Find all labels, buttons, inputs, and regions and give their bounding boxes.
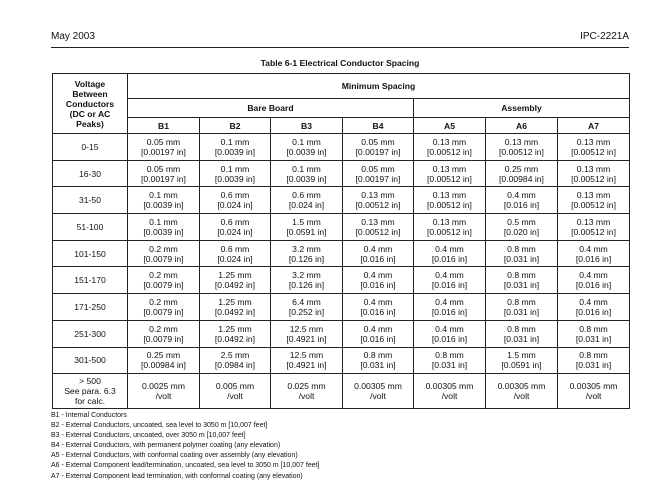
spacing-imperial-value: [0.00512 in] xyxy=(427,200,472,211)
spacing-metric-value: 0.1 mm xyxy=(149,190,178,201)
spacing-cell xyxy=(558,240,630,267)
table-body xyxy=(53,134,630,409)
spacing-imperial-value: [0.016 in] xyxy=(575,280,612,291)
spacing-cell xyxy=(271,320,343,347)
spacing-imperial-value: [0.031 in] xyxy=(360,360,396,371)
spacing-imperial-value: [0.00512 in] xyxy=(355,226,401,237)
spacing-metric-value: 0.05 mm xyxy=(146,136,181,147)
spacing-cell xyxy=(128,320,200,347)
spacing-metric-value: 3.2 mm xyxy=(292,243,321,254)
spacing-cell xyxy=(128,294,200,321)
voltage-range-text: 151-170 xyxy=(74,275,106,286)
spacing-cell xyxy=(486,294,558,321)
bare-board-header: Bare Board xyxy=(128,99,414,118)
spacing-cell xyxy=(343,214,414,241)
spacing-metric-value: 0.4 mm xyxy=(435,270,464,281)
table-row xyxy=(53,294,630,321)
spacing-cell xyxy=(271,240,343,267)
spacing-metric-value: 0.2 mm xyxy=(149,270,178,281)
spacing-cell xyxy=(271,187,343,214)
spacing-cell xyxy=(414,294,486,321)
spacing-metric-value: 6.4 mm xyxy=(292,296,321,307)
spacing-imperial-value: [0.0039 in] xyxy=(286,146,327,157)
spacing-cell xyxy=(128,134,200,161)
spacing-cell xyxy=(343,134,414,161)
spacing-cell xyxy=(271,374,343,409)
table-row xyxy=(53,267,630,294)
spacing-imperial-value: [0.252 in] xyxy=(288,306,325,317)
spacing-imperial-value: /volt xyxy=(441,391,458,402)
spacing-cell xyxy=(200,187,271,214)
column-header-a7: A7 xyxy=(558,118,630,134)
voltage-range-text: 31-50 xyxy=(79,195,101,206)
spacing-imperial-value: [0.0039 in] xyxy=(143,226,184,237)
spacing-cell xyxy=(558,214,630,241)
voltage-range-cell xyxy=(53,267,128,294)
spacing-metric-value: 0.2 mm xyxy=(149,243,178,254)
spacing-metric-value: 0.00305 mm xyxy=(497,381,546,392)
spacing-metric-value: 0.13 mm xyxy=(361,216,395,227)
spacing-imperial-value: [0.016 in] xyxy=(431,333,468,344)
spacing-imperial-value: [0.016 in] xyxy=(503,200,540,211)
spacing-cell xyxy=(200,267,271,294)
spacing-cell xyxy=(558,134,630,161)
spacing-metric-value: 0.13 mm xyxy=(576,136,611,147)
voltage-range-text: 51-100 xyxy=(76,221,104,232)
spacing-metric-value: 0.4 mm xyxy=(363,270,393,281)
spacing-metric-value: 0.8 mm xyxy=(507,270,536,281)
spacing-cell xyxy=(486,160,558,187)
spacing-cell xyxy=(343,374,414,409)
spacing-metric-value: 0.05 mm xyxy=(361,136,395,147)
voltage-range-text: 0-15 xyxy=(81,141,99,152)
spacing-cell xyxy=(128,160,200,187)
spacing-imperial-value: [0.0039 in] xyxy=(143,200,184,211)
spacing-cell xyxy=(414,134,486,161)
spacing-metric-value: 0.1 mm xyxy=(292,163,321,174)
spacing-metric-value: 0.25 mm xyxy=(146,350,181,361)
spacing-metric-value: 12.5 mm xyxy=(289,350,324,361)
voltage-range-text: 301-500 xyxy=(74,355,106,366)
spacing-imperial-value: [0.0492 in] xyxy=(214,280,256,291)
spacing-metric-value: 0.5 mm xyxy=(507,216,536,227)
legend-note: A6 - External Component lead/termination, uncoated, sea level to 3050 m [10,007 feet] xyxy=(51,462,320,470)
spacing-metric-value: 0.13 mm xyxy=(432,136,467,147)
spacing-cell xyxy=(558,347,630,374)
spacing-imperial-value: [0.016 in] xyxy=(431,280,468,291)
voltage-range-cell xyxy=(53,214,128,241)
spacing-imperial-value: [0.031 in] xyxy=(503,280,540,291)
spacing-metric-value: 0.00305 mm xyxy=(354,381,402,392)
spacing-metric-value: 0.13 mm xyxy=(576,216,611,227)
spacing-metric-value: 1.5 mm xyxy=(292,216,321,227)
spacing-imperial-value: [0.00984 in] xyxy=(499,173,544,184)
spacing-metric-value: 0.8 mm xyxy=(507,323,536,334)
spacing-metric-value: 0.6 mm xyxy=(292,190,321,201)
spacing-metric-value: 0.13 mm xyxy=(504,136,539,147)
legend-note: B3 - External Conductors, uncoated, over 3050 m [10,007 feet] xyxy=(51,432,246,440)
spacing-imperial-value: [0.016 in] xyxy=(575,306,612,317)
spacing-metric-value: 0.8 mm xyxy=(363,350,393,361)
spacing-metric-value: 0.2 mm xyxy=(149,296,178,307)
spacing-imperial-value: [0.016 in] xyxy=(431,306,468,317)
spacing-cell xyxy=(558,374,630,409)
spacing-metric-value: 0.05 mm xyxy=(361,163,395,174)
spacing-imperial-value: [0.031 in] xyxy=(503,253,540,264)
spacing-metric-value: 0.8 mm xyxy=(507,243,536,254)
spacing-imperial-value: [0.00512 in] xyxy=(571,200,616,211)
spacing-cell xyxy=(128,187,200,214)
spacing-imperial-value: [0.00197 in] xyxy=(141,173,186,184)
spacing-cell xyxy=(200,134,271,161)
voltage-range-cell xyxy=(53,347,128,374)
column-header-b4: B4 xyxy=(343,118,414,134)
spacing-metric-value: 0.4 mm xyxy=(579,270,608,281)
spacing-imperial-value: [0.0492 in] xyxy=(214,306,256,317)
spacing-cell xyxy=(200,160,271,187)
spacing-cell xyxy=(271,214,343,241)
voltage-range-cell xyxy=(53,240,128,267)
spacing-imperial-value: [0.0079 in] xyxy=(143,253,184,264)
spacing-metric-value: 0.4 mm xyxy=(579,296,608,307)
spacing-cell xyxy=(414,240,486,267)
spacing-cell xyxy=(486,214,558,241)
spacing-metric-value: 0.00305 mm xyxy=(569,381,618,392)
spacing-cell xyxy=(414,214,486,241)
column-header-b3: B3 xyxy=(271,118,343,134)
spacing-imperial-value: [0.00512 in] xyxy=(355,200,401,211)
spacing-cell xyxy=(486,240,558,267)
spacing-metric-value: 1.25 mm xyxy=(218,296,252,307)
legend-note: B2 - External Conductors, uncoated, sea level to 3050 m [10,007 feet] xyxy=(51,422,268,430)
spacing-cell xyxy=(558,320,630,347)
column-header-b1: B1 xyxy=(128,118,200,134)
column-header-a6: A6 xyxy=(486,118,558,134)
table-row xyxy=(53,240,630,267)
spacing-imperial-value: [0.016 in] xyxy=(360,333,396,344)
spacing-metric-value: 0.13 mm xyxy=(576,163,611,174)
spacing-metric-value: 0.6 mm xyxy=(220,216,250,227)
spacing-metric-value: 0.25 mm xyxy=(504,163,539,174)
spacing-metric-value: 0.00305 mm xyxy=(425,381,474,392)
spacing-cell xyxy=(414,187,486,214)
spacing-imperial-value: [0.00512 in] xyxy=(427,146,472,157)
legend-note: A5 - External Conductors, with conformal coating over assembly (any elevation) xyxy=(51,452,298,460)
spacing-imperial-value: [0.0079 in] xyxy=(143,333,184,344)
table-row xyxy=(53,214,630,241)
spacing-metric-value: 0.1 mm xyxy=(292,136,321,147)
spacing-imperial-value: [0.024 in] xyxy=(288,200,325,211)
spacing-metric-value: 1.25 mm xyxy=(218,323,252,334)
spacing-cell xyxy=(271,347,343,374)
voltage-range-text: See para. 6.3 xyxy=(64,386,116,397)
spacing-metric-value: 12.5 mm xyxy=(289,323,324,334)
spacing-metric-value: 2.5 mm xyxy=(220,350,250,361)
spacing-cell xyxy=(414,160,486,187)
voltage-range-cell xyxy=(53,294,128,321)
spacing-imperial-value: [0.031 in] xyxy=(575,360,612,371)
table-title: Table 6-1 Electrical Conductor Spacing xyxy=(260,58,420,68)
spacing-imperial-value: [0.0039 in] xyxy=(214,173,256,184)
table-row xyxy=(53,160,630,187)
legend-note: A7 - External Component lead termination, with conformal coating (any elevation) xyxy=(51,472,303,480)
spacing-cell xyxy=(128,240,200,267)
spacing-metric-value: 0.4 mm xyxy=(435,243,464,254)
spacing-cell xyxy=(128,214,200,241)
spacing-metric-value: 0.0025 mm xyxy=(142,381,185,392)
spacing-metric-value: 3.2 mm xyxy=(292,270,321,281)
spacing-cell xyxy=(558,187,630,214)
spacing-imperial-value: [0.00512 in] xyxy=(571,173,616,184)
spacing-cell xyxy=(200,240,271,267)
spacing-metric-value: 0.13 mm xyxy=(361,190,395,201)
voltage-header-line: (DC or AC xyxy=(69,108,111,119)
spacing-imperial-value: [0.00197 in] xyxy=(355,173,401,184)
spacing-metric-value: 0.4 mm xyxy=(363,243,393,254)
table-row xyxy=(53,347,630,374)
voltage-header-line: Between xyxy=(72,88,108,99)
spacing-imperial-value: [0.031 in] xyxy=(503,333,540,344)
spacing-cell xyxy=(414,320,486,347)
spacing-metric-value: 0.005 mm xyxy=(215,381,255,392)
spacing-cell xyxy=(271,267,343,294)
spacing-imperial-value: [0.0984 in] xyxy=(214,360,256,371)
spacing-cell xyxy=(200,294,271,321)
spacing-imperial-value: [0.016 in] xyxy=(360,253,396,264)
spacing-imperial-value: /volt xyxy=(513,391,530,402)
spacing-metric-value: 1.5 mm xyxy=(507,350,536,361)
spacing-cell xyxy=(343,320,414,347)
spacing-metric-value: 0.6 mm xyxy=(220,190,250,201)
spacing-metric-value: 0.13 mm xyxy=(432,216,467,227)
spacing-imperial-value: [0.00512 in] xyxy=(571,146,616,157)
voltage-range-text: 16-30 xyxy=(79,168,101,179)
spacing-metric-value: 0.1 mm xyxy=(149,216,178,227)
spacing-imperial-value: [0.0591 in] xyxy=(501,360,542,371)
spacing-imperial-value: [0.4921 in] xyxy=(286,360,327,371)
spacing-cell xyxy=(343,294,414,321)
spacing-cell xyxy=(558,160,630,187)
spacing-imperial-value: [0.0039 in] xyxy=(214,146,256,157)
column-header-a5: A5 xyxy=(414,118,486,134)
spacing-cell xyxy=(343,187,414,214)
spacing-imperial-value: [0.126 in] xyxy=(288,280,325,291)
spacing-imperial-value: [0.0079 in] xyxy=(143,280,184,291)
assembly-header: Assembly xyxy=(414,99,630,118)
spacing-imperial-value: [0.031 in] xyxy=(503,306,540,317)
spacing-metric-value: 0.4 mm xyxy=(435,323,464,334)
spacing-imperial-value: [0.0079 in] xyxy=(143,306,184,317)
spacing-metric-value: 0.13 mm xyxy=(576,190,611,201)
spacing-cell xyxy=(486,134,558,161)
spacing-cell xyxy=(271,160,343,187)
spacing-cell xyxy=(271,294,343,321)
spacing-cell xyxy=(414,347,486,374)
spacing-table xyxy=(52,73,630,409)
spacing-cell xyxy=(128,267,200,294)
spacing-imperial-value: [0.024 in] xyxy=(217,200,253,211)
spacing-metric-value: 0.4 mm xyxy=(435,296,464,307)
spacing-imperial-value: [0.016 in] xyxy=(575,253,612,264)
spacing-imperial-value: [0.024 in] xyxy=(217,253,253,264)
spacing-imperial-value: /volt xyxy=(155,391,172,402)
table-row xyxy=(53,134,630,161)
spacing-cell xyxy=(414,267,486,294)
spacing-imperial-value: [0.031 in] xyxy=(431,360,468,371)
spacing-metric-value: 0.2 mm xyxy=(149,323,178,334)
spacing-metric-value: 0.1 mm xyxy=(220,136,250,147)
spacing-metric-value: 0.6 mm xyxy=(220,243,250,254)
spacing-metric-value: 0.025 mm xyxy=(287,381,326,392)
spacing-metric-value: 0.8 mm xyxy=(579,350,608,361)
column-legend-notes xyxy=(51,411,320,482)
spacing-metric-value: 1.25 mm xyxy=(218,270,252,281)
spacing-imperial-value: /volt xyxy=(227,391,243,402)
spacing-imperial-value: [0.4921 in] xyxy=(286,333,327,344)
voltage-range-cell xyxy=(53,374,128,409)
spacing-cell xyxy=(486,374,558,409)
spacing-cell xyxy=(558,294,630,321)
spacing-imperial-value: [0.00512 in] xyxy=(499,146,544,157)
spacing-cell xyxy=(128,374,200,409)
legend-note: B1 - Internal Conductors xyxy=(51,412,127,419)
spacing-cell xyxy=(343,240,414,267)
voltage-range-text: 101-150 xyxy=(74,248,106,259)
voltage-range-text: 251-300 xyxy=(74,328,106,339)
legend-note: B4 - External Conductors, with permanent polymer coating (any elevation) xyxy=(51,442,281,450)
voltage-column-header xyxy=(53,74,128,134)
voltage-header-line: Conductors xyxy=(65,98,115,109)
spacing-imperial-value: [0.00512 in] xyxy=(427,226,472,237)
spacing-imperial-value: [0.016 in] xyxy=(360,306,396,317)
spacing-imperial-value: [0.126 in] xyxy=(288,253,325,264)
spacing-imperial-value: [0.0492 in] xyxy=(214,333,256,344)
spacing-imperial-value: /volt xyxy=(298,391,315,402)
spacing-cell xyxy=(128,347,200,374)
spacing-metric-value: 0.05 mm xyxy=(146,163,181,174)
spacing-metric-value: 0.4 mm xyxy=(363,296,393,307)
spacing-metric-value: 0.4 mm xyxy=(579,243,608,254)
voltage-range-cell xyxy=(53,187,128,214)
voltage-range-cell xyxy=(53,134,128,161)
spacing-metric-value: 0.13 mm xyxy=(432,190,467,201)
spacing-cell xyxy=(200,214,271,241)
spacing-cell xyxy=(486,347,558,374)
page-header-date: May 2003 xyxy=(51,31,95,42)
table-row xyxy=(53,187,630,214)
spacing-cell xyxy=(414,374,486,409)
spacing-metric-value: 0.4 mm xyxy=(507,190,536,201)
spacing-imperial-value: [0.0039 in] xyxy=(286,173,327,184)
spacing-cell xyxy=(343,160,414,187)
voltage-header-line: Voltage xyxy=(74,78,106,89)
spacing-metric-value: 0.8 mm xyxy=(507,296,536,307)
spacing-cell xyxy=(343,347,414,374)
spacing-imperial-value: [0.024 in] xyxy=(217,226,253,237)
spacing-imperial-value: [0.020 in] xyxy=(503,226,540,237)
spacing-cell xyxy=(486,320,558,347)
spacing-imperial-value: [0.00984 in] xyxy=(141,360,186,371)
spacing-metric-value: 0.1 mm xyxy=(220,163,250,174)
spacing-imperial-value: [0.00512 in] xyxy=(571,226,616,237)
minimum-spacing-header: Minimum Spacing xyxy=(128,74,630,99)
spacing-imperial-value: /volt xyxy=(370,391,386,402)
spacing-cell xyxy=(200,374,271,409)
spacing-imperial-value: [0.031 in] xyxy=(575,333,612,344)
spacing-cell xyxy=(200,347,271,374)
table-row xyxy=(53,320,630,347)
spacing-cell xyxy=(200,320,271,347)
spacing-metric-value: 0.8 mm xyxy=(435,350,464,361)
voltage-range-cell xyxy=(53,160,128,187)
spacing-imperial-value: [0.00197 in] xyxy=(355,146,401,157)
spacing-imperial-value: [0.00197 in] xyxy=(141,146,186,157)
page-header-doc-id: IPC-2221A xyxy=(580,31,629,42)
spacing-metric-value: 0.8 mm xyxy=(579,323,608,334)
voltage-range-text: for calc. xyxy=(74,396,106,407)
column-header-b2: B2 xyxy=(200,118,271,134)
spacing-imperial-value: [0.016 in] xyxy=(360,280,396,291)
spacing-metric-value: 0.13 mm xyxy=(432,163,467,174)
voltage-range-text: > 500 xyxy=(79,376,101,387)
spacing-cell xyxy=(558,267,630,294)
voltage-range-cell xyxy=(53,320,128,347)
spacing-imperial-value: [0.0591 in] xyxy=(286,226,327,237)
spacing-cell xyxy=(343,267,414,294)
spacing-cell xyxy=(486,187,558,214)
header-rule xyxy=(51,47,629,48)
voltage-header-line: Peaks) xyxy=(76,118,104,129)
voltage-range-text: 171-250 xyxy=(74,301,106,312)
spacing-cell xyxy=(486,267,558,294)
spacing-metric-value: 0.4 mm xyxy=(363,323,393,334)
spacing-imperial-value: [0.00512 in] xyxy=(427,173,472,184)
spacing-imperial-value: /volt xyxy=(585,391,602,402)
table-row xyxy=(53,374,630,409)
spacing-cell xyxy=(271,134,343,161)
spacing-imperial-value: [0.016 in] xyxy=(431,253,468,264)
